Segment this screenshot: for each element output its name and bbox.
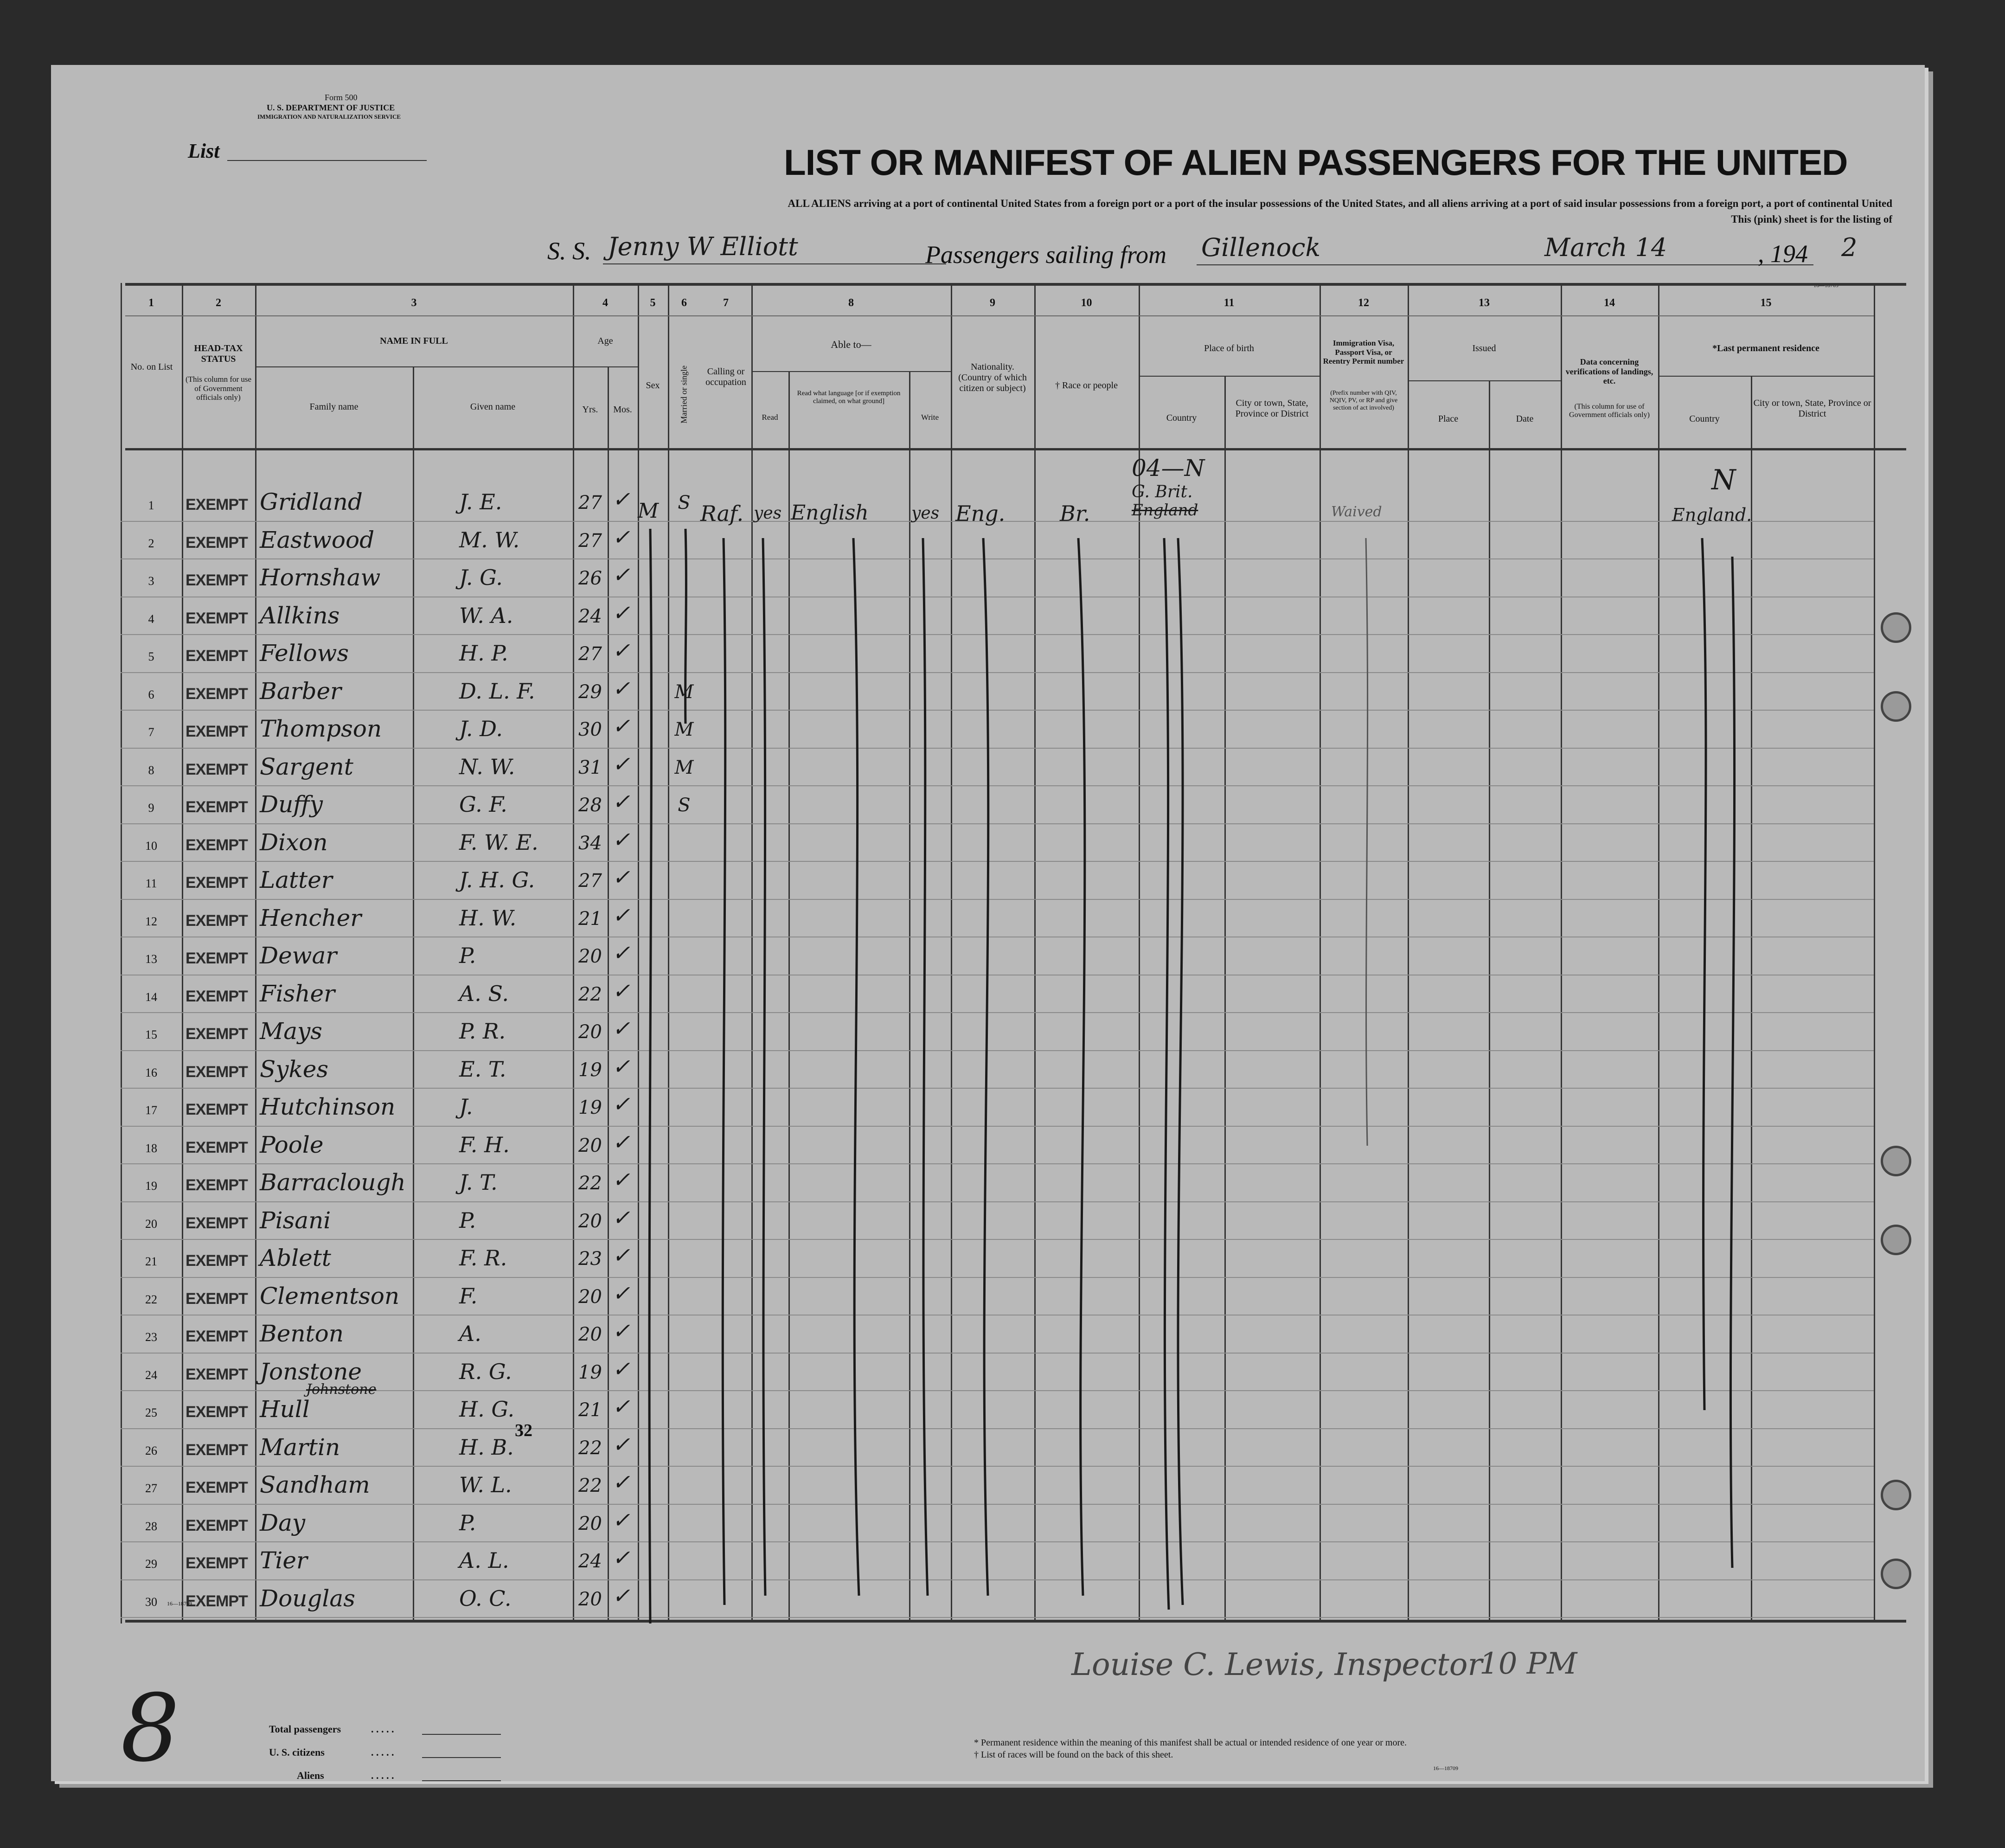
colnum-13: 13 <box>1479 297 1490 309</box>
row-number: 1 <box>148 499 154 512</box>
hdr-no-on-list: No. on List <box>130 362 173 372</box>
marital-status: M <box>674 681 694 703</box>
checkmark-icon: ✓ <box>612 1243 630 1268</box>
marital-status: M <box>674 719 694 740</box>
age-years: 23 <box>578 1248 602 1270</box>
given-name: F. <box>459 1283 478 1309</box>
marital-status: S <box>678 795 691 816</box>
given-name: G. F. <box>459 792 507 817</box>
checkmark-icon: ✓ <box>612 1129 630 1155</box>
age-years: 21 <box>578 908 602 930</box>
checkmark-icon: ✓ <box>612 1091 630 1116</box>
given-name: J. <box>459 1094 473 1119</box>
age-years: 24 <box>578 1551 602 1572</box>
service: IMMIGRATION AND NATURALIZATION SERVICE <box>257 113 401 120</box>
manifest-title: LIST OR MANIFEST OF ALIEN PASSENGERS FOR THE UNITED <box>784 142 1848 183</box>
given-name: D. L. F. <box>459 678 535 704</box>
age-years: 29 <box>578 681 602 703</box>
hdr-nationality: Nationality. (Country of which citizen or subject) <box>958 362 1027 393</box>
family-name: Hornshaw <box>260 564 381 591</box>
family-name: Latter <box>260 866 333 893</box>
hdr-city: City or town, State, Province or District <box>1235 398 1309 419</box>
list-label: List <box>188 140 220 162</box>
age-years: 20 <box>578 1210 602 1232</box>
family-name: Mays <box>260 1018 322 1045</box>
age-years: 20 <box>578 946 602 967</box>
colnum-14: 14 <box>1604 297 1615 309</box>
footer-dots: . . . . . <box>371 1746 394 1758</box>
footer-code: 16—18709 <box>1433 1765 1458 1771</box>
row1-birth-country: G. Brit. <box>1132 482 1193 501</box>
hdr-date: Date <box>1516 414 1534 424</box>
hdr-verif-note: (This column for use of Government officials only) <box>1569 403 1650 419</box>
footer-aliens: Aliens <box>297 1770 324 1781</box>
row-number: 16 <box>145 1065 157 1079</box>
row1-race: Br. <box>1060 501 1090 526</box>
hdr-sex: Sex <box>646 380 660 391</box>
row-number: 22 <box>145 1292 157 1306</box>
colnum-10: 10 <box>1081 297 1092 309</box>
head-tax-stamp: EXEMPT <box>186 950 248 967</box>
row1-occupation: Raf. <box>700 501 744 526</box>
row-number: 24 <box>145 1368 157 1382</box>
checkmark-icon: ✓ <box>612 1394 630 1419</box>
family-name: Gridland <box>260 488 363 515</box>
row-number: 14 <box>145 990 157 1004</box>
row-number: 25 <box>145 1406 157 1419</box>
subtitle-line-1: ALL ALIENS arriving at a port of continental United States from a foreign port or a port of the insular possessions of the United States, and all aliens arriving at a port of said insular possessions from a foreign port, a port of continental United <box>788 198 1892 209</box>
family-name: Clementson <box>260 1282 400 1309</box>
age-years: 19 <box>578 1097 602 1118</box>
family-name: Fisher <box>260 980 335 1007</box>
sailing-from: Gillenock <box>1201 233 1321 262</box>
given-name: H. P. <box>459 641 508 666</box>
head-tax-stamp: EXEMPT <box>186 874 248 892</box>
row-number: 9 <box>148 801 154 815</box>
head-tax-stamp: EXEMPT <box>186 1365 248 1383</box>
colnum-11: 11 <box>1223 297 1235 309</box>
hdr-read: Read <box>762 413 778 422</box>
given-name: W. L. <box>459 1472 512 1497</box>
row-number: 3 <box>148 574 154 588</box>
year-suffix: 2 <box>1841 233 1858 262</box>
family-name: Benton <box>260 1320 344 1347</box>
ss-label: S. S. <box>547 237 591 265</box>
family-name: Pisani <box>260 1206 331 1234</box>
checkmark-icon: ✓ <box>612 1507 630 1533</box>
checkmark-icon: ✓ <box>612 1583 630 1608</box>
given-name: J. E. <box>459 489 502 514</box>
given-name: J. G. <box>459 565 503 590</box>
head-tax-stamp: EXEMPT <box>186 1063 248 1081</box>
age-years: 27 <box>578 530 602 552</box>
ship-name: Jenny W Elliott <box>608 232 798 261</box>
family-name: Ablett <box>260 1245 331 1271</box>
given-name: A. <box>459 1321 481 1346</box>
head-tax-stamp: EXEMPT <box>186 798 248 816</box>
time-note: 10 PM <box>1480 1647 1577 1681</box>
age-years: 26 <box>578 568 602 589</box>
hdr-calling: Calling or occupation <box>705 366 746 387</box>
hdr-place-of-birth: Place of birth <box>1204 343 1254 353</box>
given-name: P. <box>459 1510 476 1535</box>
head-tax-stamp: EXEMPT <box>186 1138 248 1156</box>
row-number: 13 <box>145 952 157 966</box>
family-name: Tier <box>260 1547 307 1574</box>
head-tax-stamp: EXEMPT <box>186 1214 248 1232</box>
age-years: 22 <box>578 1173 602 1194</box>
family-name: Dixon <box>260 828 328 856</box>
hdr-name-in-full: NAME IN FULL <box>380 336 448 346</box>
year-prefix: , 194 <box>1758 240 1808 268</box>
row-number: 7 <box>148 725 154 739</box>
checkmark-icon: ✓ <box>612 1545 630 1570</box>
hdr-mos: Mos. <box>613 404 632 415</box>
family-name: Fellows <box>260 640 349 667</box>
footer-line <box>422 1757 501 1758</box>
checkmark-icon: ✓ <box>612 978 630 1003</box>
given-name: M. W. <box>459 527 520 552</box>
family-name: Dewar <box>260 942 337 969</box>
age-years: 27 <box>578 870 602 892</box>
checkmark-icon: ✓ <box>612 1280 630 1306</box>
footer-line <box>422 1734 501 1735</box>
count-32: 32 <box>515 1421 532 1440</box>
colnum-15: 15 <box>1760 297 1772 309</box>
given-name: P. R. <box>459 1019 506 1044</box>
head-tax-stamp: EXEMPT <box>186 496 248 513</box>
age-years: 22 <box>578 983 602 1005</box>
row-number: 18 <box>145 1141 157 1155</box>
given-name: F. W. E. <box>459 829 538 855</box>
given-name: H. B. <box>459 1434 514 1460</box>
given-name: H. G. <box>459 1397 515 1422</box>
binder-hole <box>1881 612 1911 643</box>
checkmark-icon: ✓ <box>612 638 630 663</box>
row1-res-note: N <box>1711 464 1736 496</box>
age-years: 31 <box>578 757 602 778</box>
colnum-8: 8 <box>848 297 854 309</box>
head-tax-stamp: EXEMPT <box>186 609 248 627</box>
head-tax-stamp: EXEMPT <box>186 533 248 552</box>
checkmark-icon: ✓ <box>612 1318 630 1343</box>
head-tax-stamp: EXEMPT <box>186 760 248 778</box>
row-number: 5 <box>148 650 154 663</box>
head-tax-stamp: EXEMPT <box>186 647 248 665</box>
binder-hole <box>1881 1559 1911 1589</box>
checkmark-icon: ✓ <box>612 713 630 738</box>
age-years: 22 <box>578 1437 602 1459</box>
row-number: 8 <box>148 763 154 777</box>
hdr-last-res: *Last permanent residence <box>1712 343 1819 353</box>
age-years: 20 <box>578 1588 602 1610</box>
binder-hole <box>1881 1146 1911 1176</box>
head-tax-stamp: EXEMPT <box>186 1252 248 1270</box>
row-number: 15 <box>145 1028 157 1041</box>
subtitle-line-2: This (pink) sheet is for the listing of <box>1731 213 1892 225</box>
manifest-sheet <box>51 65 1925 1781</box>
hdr-verif: Data concerning verifications of landings, etc. <box>1565 357 1653 386</box>
sailing-date: March 14 <box>1544 233 1667 262</box>
family-name: Eastwood <box>260 526 375 553</box>
row-number: 4 <box>148 612 154 626</box>
hdr-family-name: Family name <box>309 402 359 412</box>
hdr-head-tax: HEAD-TAX STATUS <box>194 343 243 364</box>
row1-read: yes <box>754 504 782 523</box>
head-tax-stamp: EXEMPT <box>186 911 248 930</box>
family-name: Hull <box>260 1396 310 1423</box>
hdr-race: † Race or people <box>1055 380 1118 391</box>
hdr-country2: Country <box>1689 414 1720 424</box>
checkmark-icon: ✓ <box>612 1431 630 1457</box>
checkmark-icon: ✓ <box>612 940 630 965</box>
head-tax-stamp: EXEMPT <box>186 685 248 703</box>
colnum-12: 12 <box>1358 297 1369 309</box>
row-number: 6 <box>148 687 154 701</box>
row1-birth-struck: England <box>1132 501 1198 520</box>
head-tax-stamp: EXEMPT <box>186 1479 248 1496</box>
row-number: 17 <box>145 1104 157 1117</box>
colnum-9: 9 <box>990 297 995 309</box>
row1-write: yes <box>911 504 940 523</box>
hdr-country: Country <box>1166 413 1197 423</box>
marital-status: M <box>674 757 694 778</box>
given-name: J. T. <box>459 1170 498 1195</box>
checkmark-icon: ✓ <box>612 789 630 814</box>
checkmark-icon: ✓ <box>612 1356 630 1381</box>
family-name: Day <box>260 1509 306 1536</box>
family-name: Martin <box>260 1433 340 1461</box>
family-name: Sykes <box>260 1055 329 1083</box>
row-number: 29 <box>145 1557 157 1571</box>
age-years: 30 <box>578 719 602 740</box>
footer-total-passengers: Total passengers <box>269 1723 341 1735</box>
family-name: Barber <box>260 677 341 705</box>
hdr-issued: Issued <box>1472 343 1496 353</box>
given-name: P. <box>459 943 476 968</box>
checkmark-icon: ✓ <box>612 751 630 776</box>
checkmark-icon: ✓ <box>612 524 630 550</box>
colnum-3: 3 <box>411 297 417 309</box>
hdr-visa: Immigration Visa, Passport Visa, or Reentry Permit number <box>1323 339 1404 366</box>
age-years: 22 <box>578 1475 602 1496</box>
head-tax-stamp: EXEMPT <box>186 1290 248 1308</box>
colnum-6: 6 <box>681 297 687 309</box>
given-name: F. R. <box>459 1245 507 1270</box>
binder-hole <box>1881 691 1911 722</box>
hdr-yrs: Yrs. <box>582 404 598 415</box>
family-name: Thompson <box>260 715 382 742</box>
head-tax-stamp: EXEMPT <box>186 1441 248 1459</box>
checkmark-icon: ✓ <box>612 827 630 852</box>
colnum-7: 7 <box>723 297 729 309</box>
colnum-4: 4 <box>602 297 608 309</box>
row-number: 30 <box>145 1595 157 1609</box>
hdr-visa-note: (Prefix number with QIV, NQIV, PV, or RP and give section of act involved) <box>1329 390 1398 412</box>
row-number: 11 <box>145 877 157 890</box>
row-number: 21 <box>145 1255 157 1268</box>
given-name: H. W. <box>459 905 517 930</box>
given-name: W. A. <box>459 603 513 628</box>
given-name: R. G. <box>459 1359 512 1384</box>
row-number: 10 <box>145 839 157 853</box>
age-years: 34 <box>578 832 602 854</box>
given-name: F. H. <box>459 1132 510 1157</box>
family-name: Hutchinson <box>260 1093 396 1120</box>
given-name: N. W. <box>459 754 515 779</box>
head-tax-stamp: EXEMPT <box>186 1025 248 1043</box>
row-number: 28 <box>145 1519 157 1533</box>
colnum-5: 5 <box>650 297 656 309</box>
age-years: 27 <box>578 492 602 513</box>
footer-dots: . . . . . <box>371 1770 394 1781</box>
checkmark-icon: ✓ <box>612 1205 630 1230</box>
checkmark-icon: ✓ <box>612 600 630 625</box>
colnum-2: 2 <box>216 297 221 309</box>
family-name: Barraclough <box>260 1169 406 1196</box>
struck-family-24: Johnstone <box>306 1381 377 1398</box>
family-name: Allkins <box>260 602 340 629</box>
checkmark-icon: ✓ <box>612 1167 630 1192</box>
hdr-given-name: Given name <box>470 402 516 412</box>
age-years: 19 <box>578 1059 602 1081</box>
footer-code-left: 16—18709 <box>167 1600 192 1607</box>
age-years: 20 <box>578 1324 602 1345</box>
given-name: O. C. <box>459 1585 512 1611</box>
head-tax-stamp: EXEMPT <box>186 723 248 740</box>
given-name: J. H. G. <box>459 867 535 892</box>
row-number: 26 <box>145 1444 157 1457</box>
family-name: Jonstone <box>260 1358 362 1385</box>
hdr-place: Place <box>1438 414 1459 424</box>
head-tax-stamp: EXEMPT <box>186 987 248 1005</box>
given-name: A. S. <box>459 981 509 1006</box>
department: U. S. DEPARTMENT OF JUSTICE <box>267 103 395 112</box>
hdr-head-tax-note: (This column for use of Government officials only) <box>185 375 252 402</box>
family-name: Hencher <box>260 904 362 931</box>
checkmark-icon: ✓ <box>612 1053 630 1079</box>
given-name: A. L. <box>459 1548 509 1573</box>
row-number: 27 <box>145 1482 157 1495</box>
hdr-write: Write <box>921 413 939 422</box>
head-tax-stamp: EXEMPT <box>186 1592 248 1610</box>
checkmark-icon: ✓ <box>612 865 630 890</box>
age-years: 27 <box>578 643 602 665</box>
checkmark-icon: ✓ <box>612 562 630 587</box>
age-years: 20 <box>578 1135 602 1156</box>
head-tax-stamp: EXEMPT <box>186 1176 248 1194</box>
family-name: Duffy <box>260 791 323 818</box>
footer-line <box>422 1780 501 1781</box>
row1-birth-note: 04—N <box>1132 455 1205 481</box>
age-years: 20 <box>578 1021 602 1043</box>
row1-sex: M <box>638 499 659 523</box>
head-tax-stamp: EXEMPT <box>186 1403 248 1421</box>
binder-hole <box>1881 1225 1911 1255</box>
head-tax-stamp: EXEMPT <box>186 1554 248 1572</box>
hdr-age: Age <box>597 336 613 346</box>
row-number: 2 <box>148 536 154 550</box>
given-name: P. <box>459 1207 476 1233</box>
form-number: Form 500 <box>325 93 358 102</box>
age-years: 28 <box>578 795 602 816</box>
family-name: Douglas <box>260 1585 355 1612</box>
row-number: 19 <box>145 1179 157 1193</box>
checkmark-icon: ✓ <box>612 675 630 701</box>
binder-hole <box>1881 1480 1911 1510</box>
colnum-1: 1 <box>148 297 154 309</box>
row1-visa: Waived <box>1331 504 1382 520</box>
head-tax-stamp: EXEMPT <box>186 1516 248 1534</box>
family-name: Sargent <box>260 753 353 780</box>
row1-nationality: Eng. <box>955 501 1006 526</box>
head-tax-stamp: EXEMPT <box>186 836 248 854</box>
hdr-married: Married or single <box>679 365 689 424</box>
age-years: 20 <box>578 1513 602 1534</box>
head-tax-stamp: EXEMPT <box>186 1328 248 1345</box>
checkmark-icon: ✓ <box>612 902 630 928</box>
footer-note-1: * Permanent residence within the meaning of this manifest shall be actual or intended residence of one year or more. <box>974 1738 1407 1748</box>
head-tax-stamp: EXEMPT <box>186 1101 248 1118</box>
hdr-able-to: Able to— <box>831 339 871 350</box>
footer-us-citizens: U. S. citizens <box>269 1746 325 1758</box>
family-name: Sandham <box>260 1471 370 1498</box>
inspector-signature: Louise C. Lewis, Inspector <box>1071 1647 1483 1682</box>
hdr-read-lang: Read what language [or if exemption claimed, on what ground] <box>797 390 901 405</box>
footer-note-2: † List of races will be found on the back of this sheet. <box>974 1750 1173 1760</box>
checkmark-icon: ✓ <box>612 1016 630 1041</box>
ditto-strokes <box>51 65 1925 1781</box>
family-name: Poole <box>260 1131 324 1158</box>
footer-dots: . . . . . <box>371 1723 394 1735</box>
row-number: 20 <box>145 1217 157 1231</box>
given-name: J. D. <box>459 716 503 741</box>
given-name: E. T. <box>459 1056 506 1082</box>
checkmark-icon: ✓ <box>612 1469 630 1495</box>
row-number: 23 <box>145 1330 157 1344</box>
checkmark-icon: ✓ <box>612 487 630 512</box>
head-tax-stamp: EXEMPT <box>186 571 248 589</box>
age-years: 21 <box>578 1399 602 1421</box>
row-number: 12 <box>145 914 157 928</box>
row1-language: English <box>791 501 869 525</box>
hdr-city2: City or town, State, Province or District <box>1753 398 1871 419</box>
row1-res-country: England. <box>1672 505 1752 525</box>
age-years: 24 <box>578 605 602 627</box>
age-years: 20 <box>578 1286 602 1308</box>
age-years: 19 <box>578 1361 602 1383</box>
margin-number: 8 <box>121 1675 180 1783</box>
sailing-label: Passengers sailing from <box>925 241 1167 269</box>
marital-status: S <box>678 492 691 513</box>
